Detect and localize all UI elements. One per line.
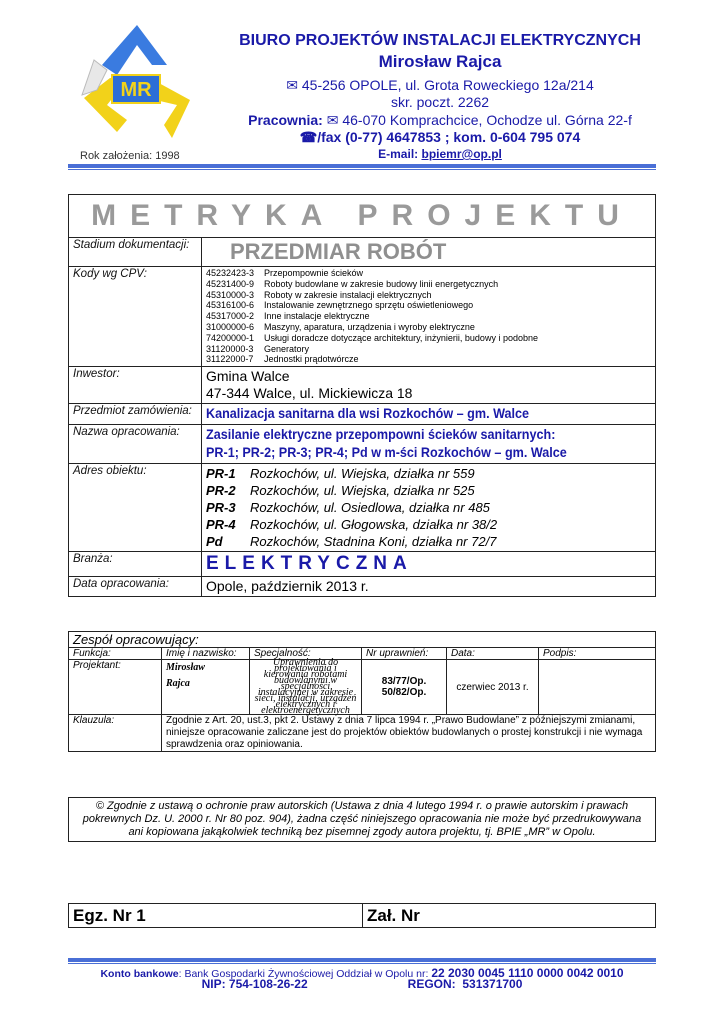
footer-rule-thin <box>68 963 656 964</box>
date-value: Opole, październik 2013 r. <box>202 577 656 597</box>
phone-fax: ☎/fax (0-77) 4647853 ; kom. 0-604 795 074 <box>299 129 581 145</box>
attachment-number: Zał. Nr <box>363 904 656 928</box>
col-date: Data: <box>447 648 539 660</box>
regon: REGON: 531371700 <box>407 977 523 991</box>
investor-label: Inwestor: <box>69 367 202 404</box>
founded-text: Rok założenia: 1998 <box>80 150 180 162</box>
row-function: Projektant: <box>69 660 162 715</box>
name-value: Zasilanie elektryczne przepompowni ścieków sanitarnych: PR-1; PR-2; PR-3; PR-4; Pd w m-ści Rozkochów – gm. Walce <box>202 425 656 464</box>
col-license: Nr uprawnień: <box>362 648 447 660</box>
cpv-item: 45231400-9 Roboty budowlane w zakresie budowy linii energetycznych <box>206 278 499 289</box>
address-list <box>202 464 656 552</box>
company-logo <box>72 20 202 145</box>
address-item: PR-3 Rozkochów, ul. Osiedlowa, działka nr 485 <box>206 500 490 516</box>
row-name: Mirosław Rajca <box>162 660 250 715</box>
branch-label: Branża: <box>69 552 202 577</box>
address-item: Pd Rozkochów, Stadnina Koni, działka nr 72/7 <box>206 534 497 550</box>
cpv-item: 31120000-3 Generatory <box>206 343 310 354</box>
cpv-item: 45316100-6 Instalowanie zewnętrznego sprzętu oświetleniowego <box>206 300 474 311</box>
branch-value: ELEKTRYCZNA <box>202 552 656 577</box>
stadium-label: Stadium dokumentacji: <box>69 238 202 267</box>
address-item: PR-4 Rozkochów, ul. Głogowska, działka nr 38/2 <box>206 517 498 533</box>
stadium-value: PRZEDMIAR ROBÓT <box>202 238 656 267</box>
col-signature: Podpis: <box>539 648 656 660</box>
office-address: ✉ 45-256 OPOLE, ul. Grota Roweckiego 12a/214 <box>286 77 594 93</box>
office-title: BIURO PROJEKTÓW INSTALACJI ELEKTRYCZNYCH <box>239 32 641 49</box>
mail-icon: ✉ <box>286 77 298 93</box>
col-name: Imię i nazwisko: <box>162 648 250 660</box>
cpv-item: 74200000-1 Usługi doradcze dotyczące architektury, inżynierii, budowy i podobne <box>206 332 538 343</box>
cpv-item: 45317000-2 Inne instalacje elektryczne <box>206 311 370 322</box>
date-label: Data opracowania: <box>69 577 202 597</box>
row-license: 83/77/Op. 50/82/Op. <box>362 660 447 715</box>
row-date: czerwiec 2013 r. <box>447 660 539 715</box>
clause-text: Zgodnie z Art. 20, ust.3, pkt 2. Ustawy z dnia 7 lipca 1994 r. „Prawo Budowlane” z późniejszymi zmianami, niniejsze opracowanie zaliczane jest do projektów obiektów budowlanych o prostej konstrukcji i nie wymaga sprawdzenia oraz opiniowania. <box>162 715 656 752</box>
col-function: Funkcja: <box>69 648 162 660</box>
team-table <box>68 631 656 752</box>
cpv-label: Kody wg CPV: <box>69 267 202 367</box>
cpv-item: 31000000-6 Maszyny, aparatura, urządzenia i wyroby elektryczne <box>206 321 475 332</box>
subject-value: Kanalizacja sanitarna dla wsi Rozkochów – gm. Walce <box>202 404 656 425</box>
project-metrics-table <box>68 194 656 597</box>
cpv-item: 45232423-3 Przepompownie ścieków <box>206 268 364 278</box>
header-rule <box>68 164 656 168</box>
workshop-address: Pracownia: ✉ 46-070 Komprachcice, Ochodze ul. Górna 22-f <box>248 112 632 128</box>
investor-value: Gmina Walce 47-344 Walce, ul. Mickiewicza 18 <box>202 367 656 404</box>
copy-number-table <box>68 903 656 928</box>
row-specialty: Uprawnienia do projektowania i kierowania robotami budowlanymi w specjalności instalacyjnej w zakresie sieci, instalacji, urządzeń elektrycznych i elektroenergetycznych <box>250 660 362 715</box>
cpv-item: 45310000-3 Roboty w zakresie instalacji elektrycznych <box>206 289 432 300</box>
header-rule-thin <box>68 169 656 170</box>
team-heading: Zespół opracowujący: <box>69 632 656 648</box>
owner-name: Mirosław Rajca <box>378 52 502 71</box>
nip: NIP: 754-108-26-22 <box>201 977 308 991</box>
logo-text: MR <box>120 79 152 101</box>
col-specialty: Specjalność: <box>250 648 362 660</box>
row-signature <box>539 660 656 715</box>
address-item: PR-1 Rozkochów, ul. Wiejska, działka nr 559 <box>206 466 475 482</box>
clause-label: Klauzula: <box>69 715 162 752</box>
copy-number: Egz. Nr 1 <box>69 904 363 928</box>
footer-rule <box>68 958 656 962</box>
tax-ids <box>68 977 656 991</box>
email-line: E-mail: bpiemr@op.pl <box>378 147 502 161</box>
po-box: skr. poczt. 2262 <box>390 94 490 110</box>
bank-account: Konto bankowe: Bank Gospodarki Żywnościowej Oddział w Opolu nr: 22 2030 0045 1110 0000 0042 0010 <box>100 966 624 980</box>
cpv-item: 31122000-7 Jednostki prądotwórcze <box>206 354 359 365</box>
mail-icon: ✉ <box>326 112 339 128</box>
address-item: PR-2 Rozkochów, ul. Wiejska, działka nr 525 <box>206 483 475 499</box>
subject-label: Przedmiot zamówienia: <box>69 404 202 425</box>
cpv-list <box>202 267 656 367</box>
address-label: Adres obiektu: <box>69 464 202 552</box>
name-label: Nazwa opracowania: <box>69 425 202 464</box>
copyright-notice: © Zgodnie z ustawą o ochronie praw autorskich (Ustawa z dnia 4 lutego 1994 r. o prawie autorskim i prawach pokrewnych Dz. U. 2000 r. Nr 80 poz. 904), żadna część niniejszego opracowania nie może być przedrukowywana ani kopiowana jakąkolwiek techniką bez pisemnej zgody autora projektu, tj. BPIE „MR” w Opolu. <box>68 797 656 842</box>
metrics-title: METRYKA PROJEKTU <box>69 195 656 238</box>
phone-icon: ☎ <box>299 129 318 145</box>
email-link[interactable]: bpiemr@op.pl <box>421 147 502 161</box>
